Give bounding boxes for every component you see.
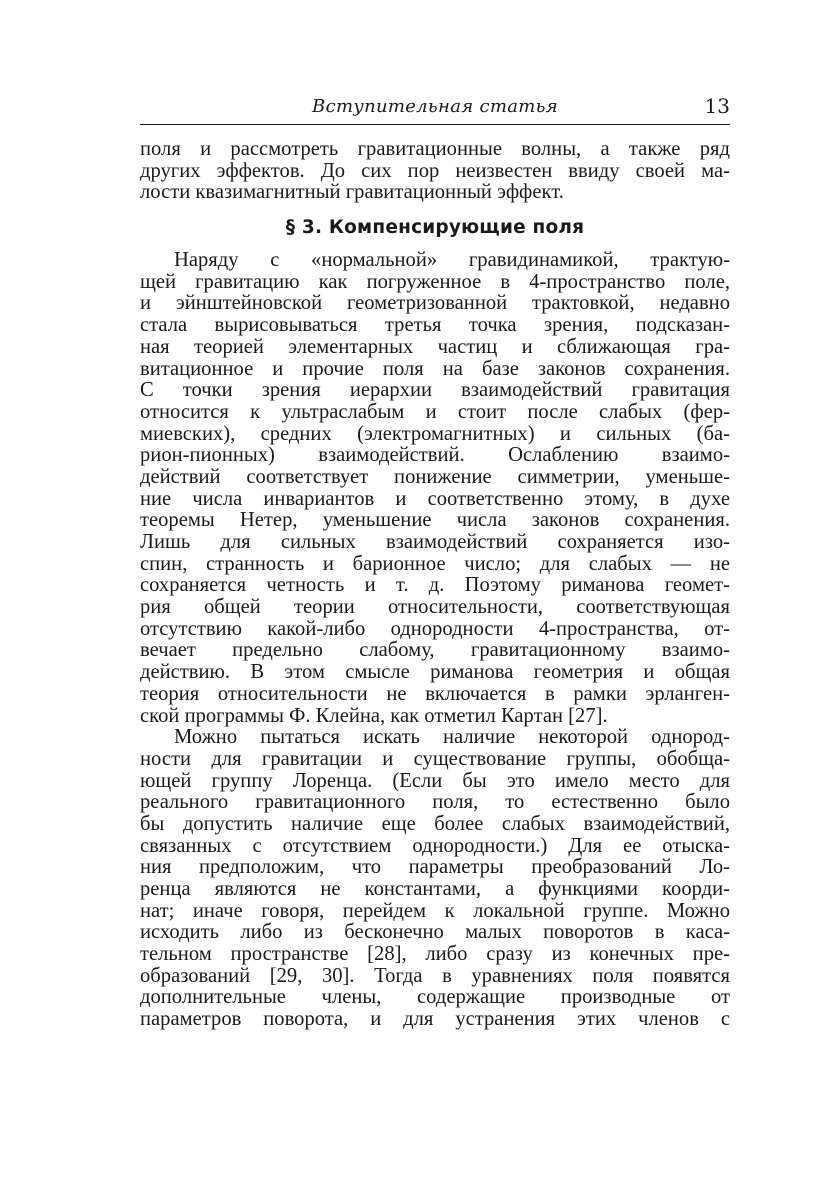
text-line: других эффектов. До сих пор неизвестен ввиду своей ма- <box>140 159 730 182</box>
text-line: рион-пионных) взаимодействий. Ослаблению взаимо- <box>140 444 730 467</box>
text-line: нат; иначе говоря, перейдем к локальной группе. Можно <box>140 899 730 922</box>
text-line: Наряду с «нормальной» гравидинамикой, трактую- <box>174 249 730 272</box>
text-line: ренца являются не константами, а функциями коорди- <box>140 878 730 900</box>
text-line: ющей группу Лоренца. (Если бы это имело место для <box>140 769 730 792</box>
header-rule <box>140 124 730 125</box>
paragraph-1 <box>140 250 730 727</box>
text-line: сохраняется четность и т. д. Поэтому риманова геомет- <box>140 574 730 597</box>
text-line: миевских), средних (электромагнитных) и сильных (ба- <box>140 422 730 445</box>
text-line: параметров поворота, и для устранения этих членов с <box>140 1008 730 1031</box>
book-page <box>140 90 730 1031</box>
text-line: относится к ультраслабым и стоит после слабых (фер- <box>140 400 730 423</box>
text-line: ная теорией элементарных частиц и сближающая гра- <box>140 335 730 358</box>
text-line: реального гравитационного поля, то естественно было <box>140 791 730 814</box>
text-line: связанных с отсутствием однородности.) Для ее отыска- <box>140 834 730 857</box>
text-line: тельном пространстве [28], либо сразу из конечных пре- <box>140 943 730 966</box>
text-line: образований [29, 30]. Тогда в уравнениях поля появятся <box>140 964 730 987</box>
text-line: действию. В этом смысле риманова геометрия и общая <box>140 661 730 684</box>
text-line: витационное и прочие поля на базе законов сохранения. <box>140 357 730 380</box>
text-line: отсутствию какой-либо однородности 4-пространства, от- <box>140 617 730 640</box>
opening-paragraph <box>140 139 730 204</box>
text-line: спин, странность и барионное число; для слабых — не <box>140 552 730 575</box>
text-line: лости квазимагнитный гравитационный эффект. <box>140 181 564 204</box>
text-line: вечает предельно слабому, гравитационному взаимо- <box>140 639 730 662</box>
paragraph-2 <box>140 727 730 1031</box>
page-number: 13 <box>704 94 730 118</box>
text-line: ния предположим, что параметры преобразований Ло- <box>140 856 730 879</box>
text-line: теория относительности не включается в рамки эрланген- <box>140 682 730 705</box>
text-line: Можно пытаться искать наличие некоторой однород- <box>174 726 730 749</box>
text-line: С точки зрения иерархии взаимодействий гравитация <box>140 379 730 402</box>
text-line: поля и рассмотреть гравитационные волны, а также ряд <box>140 138 730 160</box>
running-title: Вступительная статья <box>312 96 558 117</box>
text-line: щей гравитацию как погруженное в 4-пространство поле, <box>140 270 730 293</box>
text-line: исходить либо из бесконечно малых поворотов в каса- <box>140 921 730 944</box>
text-line: и эйнштейновской геометризованной трактовкой, недавно <box>140 292 730 315</box>
text-line: рия общей теории относительности, соответствующая <box>140 596 730 619</box>
text-line: действий соответствует понижение симметрии, уменьше- <box>140 465 730 488</box>
text-line: Лишь для сильных взаимодействий сохраняется изо- <box>140 531 730 553</box>
text-line: стала вырисовываться третья точка зрения, подсказан- <box>140 314 730 337</box>
text-line: ности для гравитации и существование группы, обобща- <box>140 747 730 770</box>
text-line: ской программы Ф. Клейна, как отметил Картан [27]. <box>140 704 608 727</box>
running-head <box>140 90 730 118</box>
text-line: ние числа инвариантов и соответственно этому, в духе <box>140 487 730 510</box>
text-line: теоремы Нетер, уменьшение числа законов сохранения. <box>140 509 730 532</box>
section-heading: § 3. Компенсирующие поля <box>285 217 585 239</box>
body-text <box>140 139 730 1031</box>
text-line: бы допустить наличие еще более слабых взаимодействий, <box>140 812 730 835</box>
text-line: дополнительные члены, содержащие производные от <box>140 986 730 1009</box>
